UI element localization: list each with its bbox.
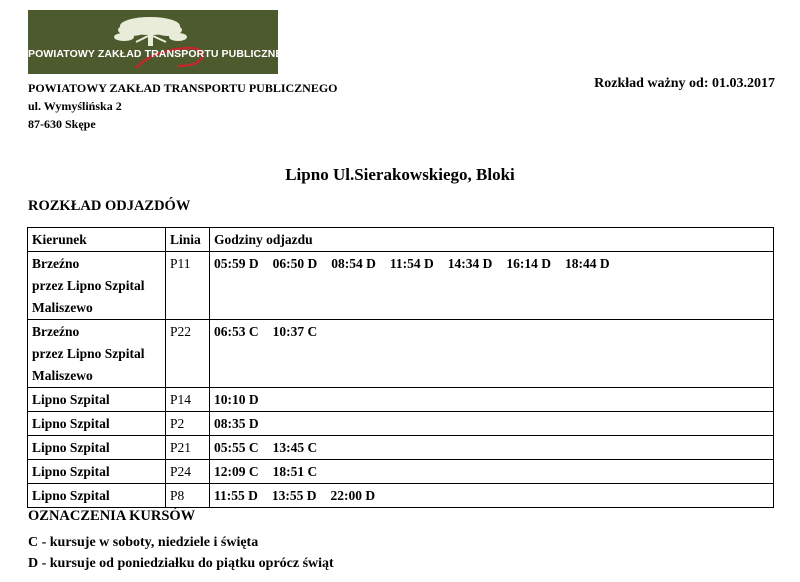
direction-cell — [28, 460, 166, 484]
header-direction: Kierunek — [28, 228, 166, 252]
times-cell — [210, 460, 774, 484]
departure-time: 08:54 D — [331, 256, 376, 271]
company-address — [28, 79, 338, 133]
legend-item-c: C - kursuje w soboty, niedziele i święta — [28, 535, 259, 550]
table-row — [28, 436, 774, 460]
direction-line: Lipno Szpital — [32, 416, 110, 431]
table-row — [28, 320, 774, 388]
direction-cell — [28, 412, 166, 436]
direction-cell — [28, 388, 166, 412]
direction-line: Maliszewo — [32, 368, 93, 383]
direction-line: Lipno Szpital — [32, 440, 110, 455]
departure-time: 11:55 D — [214, 488, 258, 503]
departure-time: 13:45 C — [272, 440, 318, 455]
line-cell: P14 — [166, 388, 210, 412]
direction-cell — [28, 436, 166, 460]
direction-line: Maliszewo — [32, 300, 93, 315]
departure-time: 12:09 C — [214, 464, 259, 479]
line-cell: P2 — [166, 412, 210, 436]
times-cell — [210, 436, 774, 460]
company-name: POWIATOWY ZAKŁAD TRANSPORTU PUBLICZNEGO — [28, 81, 338, 95]
table-row — [28, 460, 774, 484]
line-cell: P22 — [166, 320, 210, 388]
header-times: Godziny odjazdu — [210, 228, 774, 252]
direction-line: Brzeźno — [32, 324, 80, 339]
header-line: Linia — [166, 228, 210, 252]
direction-line: Brzeźno — [32, 256, 80, 271]
departure-time: 10:10 D — [214, 392, 259, 407]
departure-time: 14:34 D — [447, 256, 493, 271]
logo-text: POWIATOWY ZAKŁAD TRANSPORTU PUBLICZNEGO — [28, 48, 300, 60]
line-cell: P21 — [166, 436, 210, 460]
departure-time: 11:54 D — [389, 256, 434, 271]
tree-logo-icon — [28, 10, 300, 74]
direction-cell — [28, 484, 166, 508]
times-cell — [210, 484, 774, 508]
validity-date: Rozkład ważny od: 01.03.2017 — [594, 76, 775, 91]
times-cell — [210, 412, 774, 436]
times-cell — [210, 252, 774, 320]
direction-line: przez Lipno Szpital — [32, 346, 145, 361]
table-row — [28, 388, 774, 412]
stop-name: Lipno Ul.Sierakowskiego, Bloki — [285, 165, 515, 184]
departure-time: 22:00 D — [330, 488, 376, 503]
line-cell: P24 — [166, 460, 210, 484]
table-row — [28, 484, 774, 508]
times-cell — [210, 320, 774, 388]
table-row — [28, 252, 774, 320]
departure-time: 16:14 D — [506, 256, 551, 271]
departure-time: 10:37 C — [272, 324, 318, 339]
direction-line: Lipno Szpital — [32, 488, 110, 503]
departure-time: 05:59 D — [214, 256, 259, 271]
company-street: ul. Wymyślińska 2 — [28, 99, 122, 113]
departure-time: 08:35 D — [214, 416, 259, 431]
timetable-header — [28, 228, 774, 252]
company-city: 87-630 Skępe — [28, 117, 96, 131]
direction-line: Lipno Szpital — [32, 392, 110, 407]
table-row — [28, 412, 774, 436]
direction-cell — [28, 252, 166, 320]
schedule-title: ROZKŁAD ODJAZDÓW — [28, 198, 191, 214]
departure-time: 05:55 C — [214, 440, 259, 455]
company-logo — [28, 10, 300, 74]
departure-time: 06:50 D — [272, 256, 318, 271]
departure-time: 18:44 D — [565, 256, 610, 271]
departure-time: 18:51 C — [272, 464, 318, 479]
departure-time: 13:55 D — [271, 488, 317, 503]
times-cell — [210, 388, 774, 412]
direction-line: przez Lipno Szpital — [32, 278, 145, 293]
departure-time: 06:53 C — [214, 324, 259, 339]
line-cell: P11 — [166, 252, 210, 320]
direction-line: Lipno Szpital — [32, 464, 110, 479]
line-cell: P8 — [166, 484, 210, 508]
legend-item-d: D - kursuje od poniedziałku do piątku oprócz świąt — [28, 556, 334, 571]
legend-title: OZNACZENIA KURSÓW — [28, 508, 196, 524]
direction-cell — [28, 320, 166, 388]
timetable — [27, 227, 774, 508]
